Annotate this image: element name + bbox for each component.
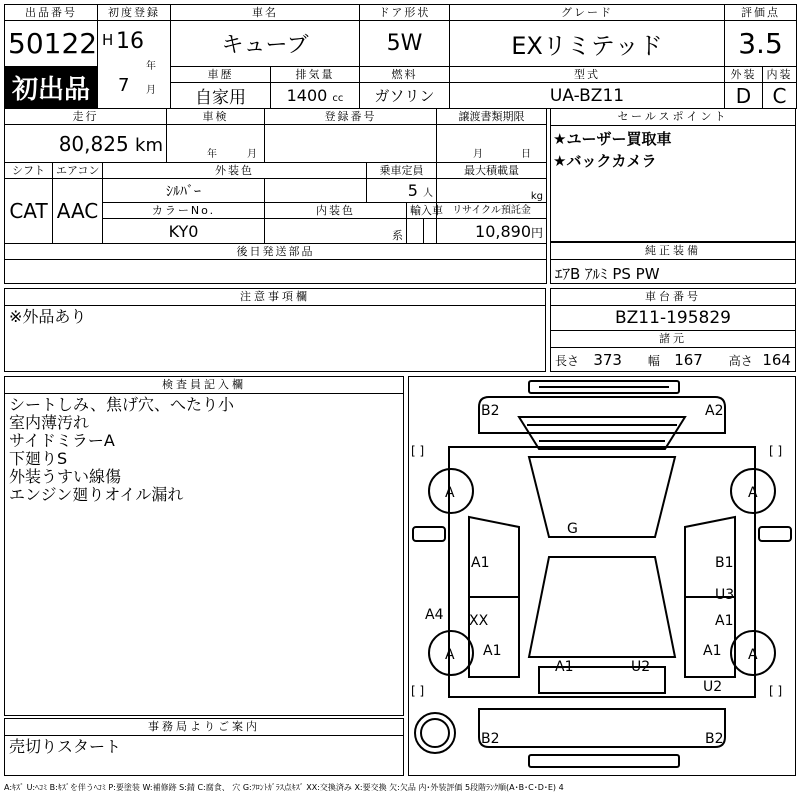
front-glass-outline: [529, 457, 675, 537]
shift-label: シフト: [5, 163, 53, 179]
mark-a1-rl: A1: [483, 643, 502, 659]
int-color-unit: 系: [265, 219, 407, 244]
mark-a1-right: A1: [715, 613, 734, 629]
mileage-label: 走行: [5, 109, 167, 125]
mark-a-fl: A: [445, 485, 455, 501]
inspector-label: 検査員記入欄: [5, 377, 403, 394]
model: UA-BZ11: [450, 83, 725, 109]
height-cell: [729, 348, 791, 372]
mark-a-rr: A: [748, 647, 758, 663]
recycle: 10,890: [475, 221, 532, 241]
displacement-cell: [271, 83, 360, 109]
inspector-line: 外装うすい線傷: [9, 467, 122, 486]
mark-u2-rr: U2: [703, 679, 723, 695]
month-unit: 月: [146, 85, 156, 96]
mark-a1-rear: A1: [555, 659, 574, 675]
history: 自家用: [171, 83, 271, 109]
interior-label: 内装: [763, 67, 797, 83]
score-label: 評価点: [725, 5, 797, 21]
mark-b1-right: B1: [715, 555, 734, 571]
exterior-grade: D: [725, 83, 763, 109]
right-mirror-outline: [759, 527, 791, 541]
notes-box: [4, 288, 546, 372]
grade-label: グレード: [450, 5, 725, 21]
mark-a1-rr: A1: [703, 643, 722, 659]
mark-a1-left: A1: [471, 555, 490, 571]
transfer-cell: [437, 125, 547, 163]
equipment-value: ｴｱB ｱﾙﾐ PS PW: [555, 265, 660, 283]
width-label: 幅: [647, 354, 660, 368]
chassis-number: BZ11-195829: [551, 306, 795, 331]
plate-label: 登録番号: [265, 109, 437, 125]
displacement: 1400: [286, 86, 328, 105]
mark-a4-left: A4: [425, 607, 444, 623]
sales-point: ★ユーザー買取車: [553, 130, 672, 148]
mark-b2-tl: B2: [481, 403, 500, 419]
bracket-r1: [ ]: [769, 444, 783, 458]
car-name: キューブ: [171, 21, 360, 67]
grade: EXリミテッド: [450, 21, 725, 67]
color-label: 外装色: [103, 163, 367, 179]
sales-points: [551, 126, 795, 174]
lot-label: 出品番号: [5, 5, 98, 21]
mark-xx-left: XX: [469, 613, 489, 629]
import-cell: [407, 219, 437, 244]
length-cell: [555, 348, 622, 372]
length: 373: [593, 351, 622, 369]
capacity-cell: [367, 179, 437, 203]
later-parts-value: [5, 260, 547, 284]
inspector-box: [4, 376, 404, 716]
displacement-unit: cc: [332, 93, 344, 104]
header-table: [4, 4, 797, 109]
left-mirror-outline: [413, 527, 445, 541]
notes-label: 注意事項欄: [5, 289, 545, 306]
inspection-cell: [167, 125, 265, 163]
length-label: 長さ: [555, 354, 580, 368]
displacement-label: 排気量: [271, 67, 360, 83]
front-panel-outline: [479, 397, 725, 433]
lot-number: 50122: [5, 21, 98, 67]
inspection-year-unit: 年: [207, 149, 217, 160]
model-label: 型式: [450, 67, 725, 83]
mileage: 80,825: [58, 131, 129, 156]
transfer-month-unit: 月: [473, 149, 484, 160]
load-unit: kg: [437, 179, 547, 203]
width-cell: [648, 348, 703, 372]
mark-a-rl: A: [445, 647, 455, 663]
inspector-line: サイドミラーA: [9, 431, 115, 450]
mark-a-fr: A: [748, 485, 758, 501]
reg-year: 16: [116, 29, 144, 54]
fuel: ガソリン: [360, 83, 450, 109]
inspection-month-unit: 月: [247, 149, 257, 160]
load-label: 最大積載量: [437, 163, 547, 179]
first-reg-label: 初度登録: [98, 5, 171, 21]
inspector-line: シートしみ、焦げ穴、へたり小: [9, 395, 234, 414]
bracket-l2: [ ]: [411, 684, 425, 698]
capacity-label: 乗車定員: [367, 163, 437, 179]
fuel-label: 燃料: [360, 67, 450, 83]
rear-panel-outline: [479, 709, 725, 747]
ac-label: エアコン: [53, 163, 103, 179]
name-label: 車名: [171, 5, 360, 21]
plate-value: [265, 125, 437, 163]
recycle-label: リサイクル預託金: [437, 203, 547, 219]
chassis-label: 車台番号: [551, 289, 795, 306]
mileage-unit: km: [135, 134, 163, 156]
inspector-line: 室内薄汚れ: [9, 413, 90, 432]
height: 164: [762, 351, 791, 369]
sales-label: セールスポイント: [551, 109, 795, 126]
width: 167: [674, 351, 703, 369]
history-label: 車歴: [171, 67, 271, 83]
later-parts-label: 後日発送部品: [5, 244, 547, 260]
bracket-r2: [ ]: [769, 684, 783, 698]
score: 3.5: [725, 21, 797, 67]
ac: AAC: [53, 179, 103, 244]
inspector-lines: [5, 394, 403, 506]
color-no: KY0: [103, 219, 265, 244]
interior-grade: C: [763, 83, 797, 109]
inspection-label: 車検: [167, 109, 265, 125]
import-label: 輸入車: [407, 203, 437, 219]
dims-label: 諸元: [551, 331, 795, 348]
dims-row: [551, 348, 795, 372]
sales-point: ★バックカメラ: [553, 152, 657, 170]
roof-outline: [529, 557, 675, 657]
sales-box: [550, 108, 796, 242]
chassis-box: [550, 288, 796, 372]
reg-month: 7: [118, 75, 130, 96]
capacity: 5: [407, 181, 418, 200]
rear-bumper-outline: [529, 755, 679, 767]
office-value: 売切りスタート: [9, 737, 122, 756]
mark-u2-rear: U2: [631, 659, 651, 675]
car-diagram: [409, 377, 795, 775]
inspector-line: エンジン廻りオイル漏れ: [9, 485, 184, 504]
mark-b2-br: B2: [705, 731, 724, 747]
door-label: ドア形状: [360, 5, 450, 21]
equipment-box: [550, 242, 796, 284]
mark-a2-tr: A2: [705, 403, 724, 419]
recycle-unit: 円: [531, 225, 544, 240]
height-label: 高さ: [728, 354, 753, 368]
first-reg-cell: [98, 21, 171, 109]
transfer-day-unit: 日: [521, 149, 532, 160]
color: ｼﾙﾊﾞｰ: [103, 179, 265, 203]
office-label: 事務局よりご案内: [5, 719, 403, 736]
int-color-label: 内装色: [265, 203, 407, 219]
mark-u3-right: U3: [715, 587, 735, 603]
door-type: 5W: [360, 21, 450, 67]
color-blank: [265, 179, 367, 203]
office-box: [4, 718, 404, 776]
equipment-label: 純正装備: [551, 243, 795, 260]
car-diagram-box: [408, 376, 796, 776]
inspector-line: 下廻りS: [9, 449, 68, 468]
specs-table: [4, 108, 547, 284]
era: H: [102, 31, 114, 49]
transfer-label: 譲渡書類期限: [437, 109, 547, 125]
mileage-cell: [5, 125, 167, 163]
legend: A:ｷｽﾞ U:ﾍｺﾐ B:ｷｽﾞを伴うﾍｺﾐ P:要塗装 W:補修跡 S:錆 C:腐食、 穴 G:ﾌﾛﾝﾄｶﾞﾗｽ点ｷｽﾞ XX:交換済み X:要交換 欠:欠品 内･外装評価 5段階ﾗﾝｸ順(A･B･C･D･E) 4: [4, 783, 564, 792]
capacity-unit: 人: [423, 188, 434, 199]
bracket-l1: [ ]: [411, 444, 425, 458]
mark-g-center: G: [567, 521, 578, 537]
body-outline: [449, 447, 755, 697]
notes-value: ※外品あり: [9, 307, 87, 326]
color-no-label: カラーNo.: [103, 203, 265, 219]
recycle-cell: [437, 219, 547, 244]
shift: CAT: [5, 179, 53, 244]
mark-b2-bl: B2: [481, 731, 500, 747]
exterior-label: 外装: [725, 67, 763, 83]
year-unit: 年: [146, 61, 156, 72]
first-listing-badge: 初出品: [5, 67, 98, 109]
